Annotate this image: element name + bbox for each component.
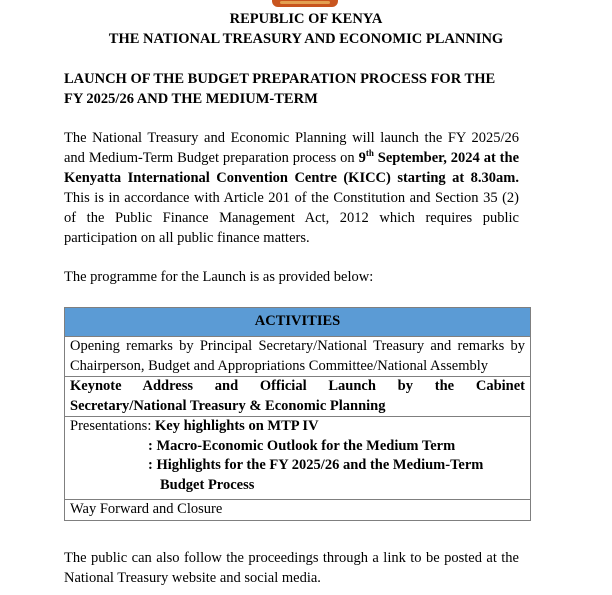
activities-header: ACTIVITIES [65, 308, 531, 337]
launch-date-suffix: th [365, 148, 374, 159]
coat-of-arms-emblem [272, 0, 338, 7]
activity-opening-remarks: Opening remarks by Principal Secretary/National Treasury and remarks by Chairperson, Budget and Appropriations Committee/National Assembly [65, 337, 531, 377]
presentation-macro: : Macro-Economic Outlook for the Medium Term [148, 437, 456, 454]
launch-date-day: 9 [358, 150, 366, 166]
intro-text-2: This is in accordance with Article 201 of the Constitution and Section 35 (2) of the Public Finance Management Act, 2012 which requires public participation on all public finance matters. [64, 190, 519, 246]
title-line-2: FY 2025/26 AND THE MEDIUM-TERM [64, 91, 318, 107]
launch-date-venue: September, 2024 at the Kenyatta International Convention Centre (KICC) starting at 8.30am. [64, 150, 520, 186]
activity-presentations [65, 417, 531, 500]
programme-table [64, 307, 531, 521]
presentation-highlights: : Highlights for the FY 2025/26 and the Medium-Term [148, 457, 484, 473]
intro-text-1: The National Treasury and Economic Planning will launch the FY 2025/26 and Medium-Term Budget preparation process on [64, 130, 519, 166]
presentation-highlights-cont: Budget Process [160, 476, 255, 493]
presentation-mtp: Key highlights on MTP IV [154, 418, 319, 434]
programme-intro: The programme for the Launch is as provided below: [64, 269, 374, 285]
keynote-line-2: Secretary/National Treasury & Economic Planning [70, 397, 386, 414]
activity-keynote [65, 377, 531, 417]
presentations-label: Presentations: [70, 418, 155, 434]
closing-paragraph: The public can also follow the proceedings through a link to be posted at the National Treasury website and social media. [64, 550, 519, 586]
activity-closure: Way Forward and Closure [65, 500, 531, 521]
title-line-1: LAUNCH OF THE BUDGET PREPARATION PROCESS FOR THE [64, 71, 496, 87]
republic-heading: REPUBLIC OF KENYA [229, 11, 383, 27]
intro-paragraph [64, 128, 519, 248]
document-title [64, 69, 534, 109]
keynote-line-1: Keynote Address and Official Launch by the Cabinet [70, 378, 525, 394]
ministry-heading: THE NATIONAL TREASURY AND ECONOMIC PLANNING [108, 31, 504, 47]
